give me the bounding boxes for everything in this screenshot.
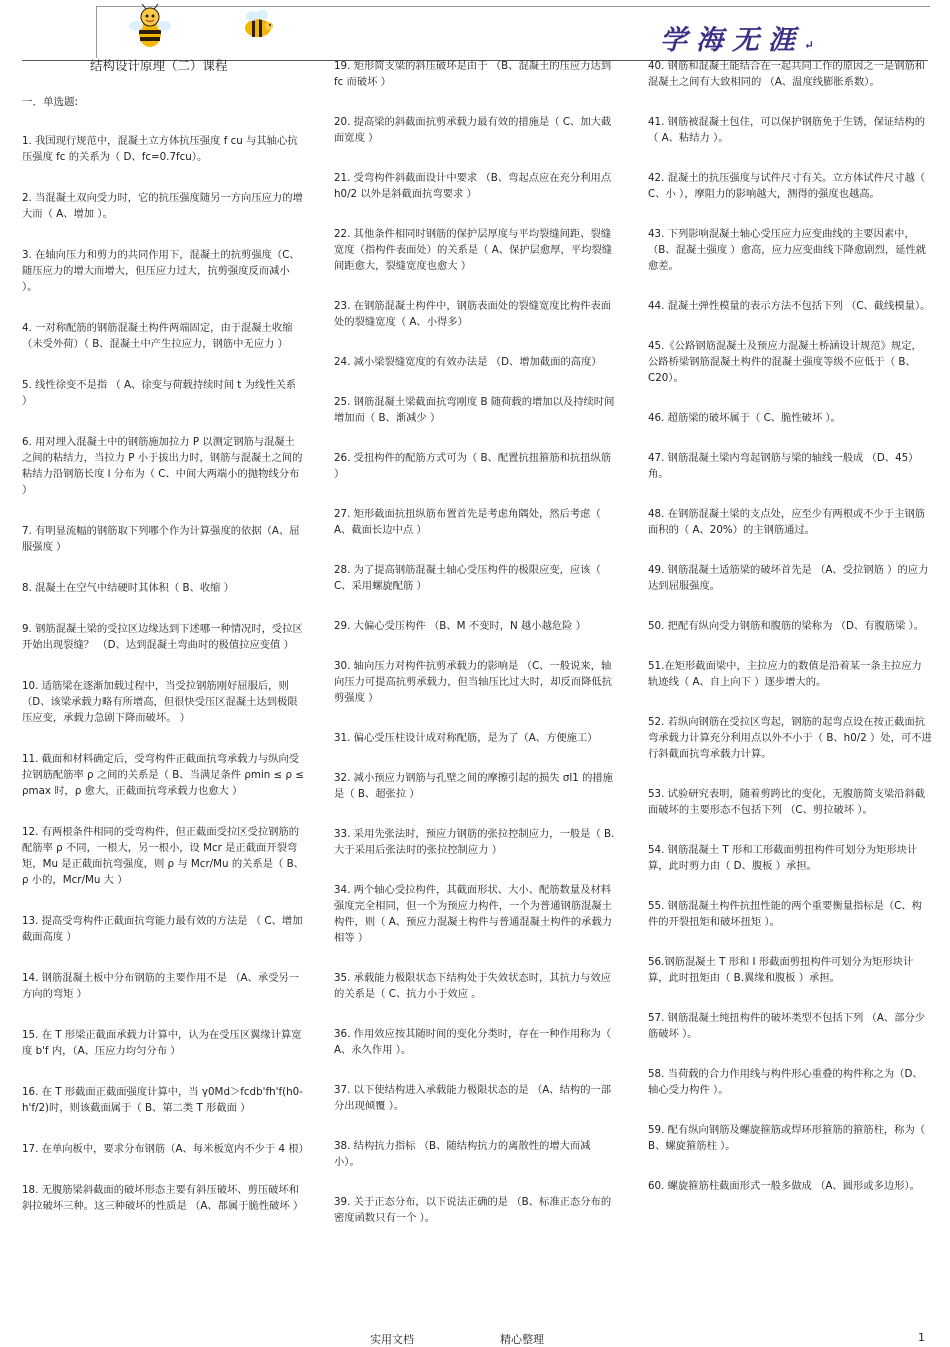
- question-item: 16. 在 T 形截面正截面强度计算中，当 γ0Md＞fcdb'fh'f(h0-h'f/2)时，则该截面属于（ B、第二类 T 形截面 ）: [22, 1086, 303, 1114]
- header-rule-vertical: [96, 6, 97, 58]
- page-number: 1: [918, 1331, 925, 1344]
- column-left: [22, 58, 309, 1239]
- course-title: 结构设计原理（二）课程: [90, 58, 228, 73]
- bee-mascot-icon: [128, 4, 172, 50]
- question-item: 45.《公路钢筋混凝土及预应力混凝土桥涵设计规范》规定，公路桥梁钢筋混凝土构件的混凝土强度等级不应低于（ B、C20）。: [648, 340, 922, 384]
- question-item: 24. 减小梁裂缝宽度的有效办法是 （D、增加截面的高度）: [334, 356, 602, 368]
- question-item: 44. 混凝土弹性模量的表示方法不包括下列 （C、截线模量）。: [648, 300, 931, 312]
- logo-mark: ↵: [804, 38, 815, 52]
- question-item: 28. 为了提高钢筋混凝土轴心受压构件的极限应变，应该（ C、采用螺旋配筋 ）: [334, 564, 601, 592]
- question-item: 47. 钢筋混凝土梁内弯起钢筋与梁的轴线一般成 （D、45）角。: [648, 452, 919, 480]
- question-item: 23. 在钢筋混凝土构件中，钢筋表面处的裂缝宽度比构件表面处的裂缝宽度（ A、小得多）: [334, 300, 612, 328]
- question-item: 49. 钢筋混凝土适筋梁的破坏首先是 （A、受拉钢筋 ）的应力达到屈服强度。: [648, 564, 929, 592]
- question-item: 34. 两个轴心受拉构件，其截面形状、大小、配筋数量及材料强度完全相同，但一个为预应力构件，一个为普通钢筋混凝土构件，则（ A、预应力混凝土构件与普通混凝土构件的承载力相等 ）: [334, 884, 613, 944]
- footer-left-text: 实用文档: [370, 1333, 414, 1346]
- question-item: 36. 作用效应按其随时间的变化分类时，存在一种作用称为（ A、永久作用 ）。: [334, 1028, 612, 1056]
- question-item: 6. 用对埋入混凝土中的钢筋施加拉力 P 以测定钢筋与混凝土之间的粘结力，当拉力 P 小于拔出力时，钢筋与混凝土之间的粘结力沿钢筋长度 l 分布为（ C、中间大两端小的抛物线分布 ）: [22, 436, 303, 496]
- question-item: 39. 关于正态分布，以下说法正确的是 （B、标准正态分布的密度函数只有一个 ）。: [334, 1196, 612, 1224]
- question-item: 42. 混凝土的抗压强度与试件尺寸有关。立方体试件尺寸越（ C、小 ），摩阻力的影响越大，测得的强度也越高。: [648, 172, 926, 200]
- column-middle: [334, 58, 616, 1250]
- question-item: 38. 结构抗力指标 （B、随结构抗力的离散性的增大而减小）。: [334, 1140, 591, 1168]
- question-item: 25. 钢筋混凝土梁截面抗弯刚度 B 随荷载的增加以及持续时间增加而（ B、渐减少 ）: [334, 396, 615, 424]
- logo-text: 学海无涯: [660, 25, 804, 56]
- question-item: 14. 钢筋混凝土板中分布钢筋的主要作用不是 （A、承受另一方向的弯矩 ）: [22, 972, 300, 1000]
- question-item: 30. 轴向压力对构件抗剪承载力的影响是 （C、一般说来，轴向压力可提高抗剪承载力，但当轴压比过大时，却反而降低抗剪强度 ）: [334, 660, 613, 704]
- question-item: 51.在矩形截面梁中，主拉应力的数值是沿着某一条主拉应力轨迹线（ A、自上向下 ）逐步增大的。: [648, 660, 922, 688]
- question-item: 17. 在单向板中，要求分布钢筋（A、每米板宽内不少于 4 根）: [22, 1143, 309, 1155]
- question-item: 2. 当混凝土双向受力时，它的抗压强度随另一方向压应力的增大而（ A、增加 ）。: [22, 192, 303, 220]
- question-item: 46. 超筋梁的破坏属于（ C、脆性破坏 ）。: [648, 412, 841, 424]
- question-item: 29. 大偏心受压构件 （B、M 不变时，N 越小越危险 ）: [334, 620, 587, 632]
- flying-bee-icon: [238, 8, 278, 42]
- question-item: 8. 混凝土在空气中结硬时其体积（ B、收缩 ）: [22, 582, 235, 594]
- section-title: 一．单选题:: [22, 96, 79, 108]
- question-item: 22. 其他条件相同时钢筋的保护层厚度与平均裂缝间距、裂缝宽度（指构件表面处）的关系是（ A、保护层愈厚，平均裂缝间距愈大，裂缝宽度也愈大 ）: [334, 228, 613, 272]
- question-item: 37. 以下使结构进入承载能力极限状态的是 （A、结构的一部分出现倾覆 ）。: [334, 1084, 612, 1112]
- question-item: 7. 有明显流幅的钢筋取下列哪个作为计算强度的依据（A、屈服强度 ）: [22, 525, 300, 553]
- question-item: 57. 钢筋混凝土纯扭构件的破坏类型不包括下列 （A、部分少筋破坏 ）。: [648, 1012, 926, 1040]
- question-item: 59. 配有纵向钢筋及螺旋箍筋或焊环形箍筋的箍筋柱，称为（ B、螺旋箍筋柱 ）。: [648, 1124, 926, 1152]
- question-item: 41. 钢筋被混凝土包住，可以保护钢筋免于生锈，保证结构的（ A、粘结力 ）。: [648, 116, 926, 144]
- question-item: 35. 承载能力极限状态下结构处于失效状态时，其抗力与效应的关系是（ C、抗力小于效应 。: [334, 972, 612, 1000]
- question-item: 1. 我国现行规范中，混凝土立方体抗压强度 f cu 与其轴心抗压强度 fc 的关系为（ D、fc=0.7fcu）。: [22, 135, 298, 163]
- question-item: 15. 在 T 形梁正截面承载力计算中，认为在受压区翼缘计算宽度 b'f 内，（A、压应力均匀分布 ）: [22, 1029, 302, 1057]
- question-item: 40. 钢筋和混凝土能结合在一起共同工作的原因之一是钢筋和混凝土之间有大致相同的 （A、温度线膨胀系数）。: [648, 60, 926, 88]
- question-item: 56.钢筋混凝土 T 形和 I 形截面剪扭构件可划分为矩形块计算，此时扭矩由（ B.翼缘和腹板 ）承担。: [648, 956, 914, 984]
- question-item: 3. 在轴向压力和剪力的共同作用下，混凝土的抗剪强度（C、随压应力的增大而增大，但压应力过大，抗剪强度反而减小 ）。: [22, 249, 300, 293]
- question-item: 54. 钢筋混凝土 T 形和工形截面剪扭构件可划分为矩形块计算，此时剪力由（ D、腹板 ）承担。: [648, 844, 918, 872]
- question-item: 31. 偏心受压柱设计成对称配筋，是为了（A、方便施工）: [334, 732, 598, 744]
- question-item: 58. 当荷载的合力作用线与构件形心重叠的构件称之为（D、轴心受力构件 ）。: [648, 1068, 923, 1096]
- column-right: [648, 58, 932, 1218]
- question-item: 9. 钢筋混凝土梁的受拉区边缘达到下述哪一种情况时，受拉区开始出现裂缝？ （D、达到混凝土弯曲时的极值拉应变值 ）: [22, 623, 303, 651]
- question-item: 4. 一对称配筋的钢筋混凝土构件两端固定，由于混凝土收缩（未受外荷）（ B、混凝土中产生拉应力，钢筋中无应力 ）: [22, 322, 293, 350]
- question-item: 33. 采用先张法时，预应力钢筋的张拉控制应力，一般是（ B. 大于采用后张法时的张拉控制应力 ）: [334, 828, 615, 856]
- question-item: 48. 在钢筋混凝土梁的支点处，应至少有两根或不少于主钢筋面积的（ A、20%）的主钢筋通过。: [648, 508, 926, 536]
- question-item: 52. 若纵向钢筋在受拉区弯起，钢筋的起弯点设在按正截面抗弯承载力计算充分利用点以外不小于（ B、h0/2 ）处，可不进行斜截面抗弯承载力计算。: [648, 716, 932, 760]
- question-item: 50. 把配有纵向受力钢筋和腹筋的梁称为 （D、有腹筋梁 ）。: [648, 620, 925, 632]
- question-item: 60. 螺旋箍筋柱截面形式一般多做成 （A、圆形或多边形）。: [648, 1180, 920, 1192]
- question-item: 26. 受扭构件的配筋方式可为（ B、配置抗扭箍筋和抗扭纵筋 ）: [334, 452, 612, 480]
- page-footer: [0, 1331, 950, 1347]
- question-item: 19. 矩形简支梁的斜压破坏是由于 （B、混凝土的压应力达到 fc 而破坏 ）: [334, 60, 612, 88]
- question-item: 55. 钢筋混凝土构件抗扭性能的两个重要衡量指标是（C、构件的开裂扭矩和破坏扭矩 ）。: [648, 900, 922, 928]
- question-item: 10. 适筋梁在逐渐加载过程中，当受拉钢筋刚好屈服后，则（D、该梁承载力略有所增高，但很快受压区混凝土达到极限压应变，承载力急剧下降而破坏。 ）: [22, 680, 298, 724]
- question-item: 43. 下列影响混凝土轴心受压应力应变曲线的主要因素中，（B、混凝土强度 ）愈高，应力应变曲线下降愈剧烈，延性就愈差。: [648, 228, 927, 272]
- header-rule-top: [96, 6, 930, 7]
- question-item: 27. 矩形截面抗扭纵筋布置首先是考虑角隅处，然后考虑（ A、截面长边中点 ）: [334, 508, 601, 536]
- question-item: 53. 试验研究表明，随着剪跨比的变化，无腹筋简支梁沿斜截面破坏的主要形态不包括下列 （C、剪拉破坏 ）。: [648, 788, 926, 816]
- question-item: 20. 提高梁的斜截面抗剪承载力最有效的措施是（ C、加大截面宽度 ）: [334, 116, 612, 144]
- question-item: 21. 受弯构件斜截面设计中要求 （B、弯起点应在充分利用点 h0/2 以外是斜截面抗弯要求 ）: [334, 172, 612, 200]
- question-item: 32. 减小预应力钢筋与孔壁之间的摩擦引起的损失 σl1 的措施是（ B、超张拉 ）: [334, 772, 613, 800]
- page-header: [0, 0, 950, 62]
- question-item: 18. 无腹筋梁斜截面的破坏形态主要有斜压破坏、剪压破坏和斜拉破坏三种。这三种破坏的性质是 （A、都属于脆性破坏 ）: [22, 1184, 304, 1212]
- question-item: 13. 提高受弯构件正截面抗弯能力最有效的方法是 （ C、增加截面高度 ）: [22, 915, 303, 943]
- header-logo: [660, 18, 814, 57]
- question-item: 12. 有两根条件相同的受弯构件，但正截面受拉区受拉钢筋的配筋率 ρ 不同，一根大，另一根小，设 Mcr 是正截面开裂弯矩，Mu 是正截面抗弯强度，则 ρ 与 Mcr/Mu 的关系是（ B、ρ 小的，Mcr/Mu 大 ）: [22, 826, 304, 886]
- footer-middle-text: 精心整理: [500, 1333, 544, 1346]
- question-item: 5. 线性徐变不是指 （ A、徐变与荷载持续时间 t 为线性关系 ）: [22, 379, 297, 407]
- question-item: 11. 截面和材料确定后，受弯构件正截面抗弯承载力与纵向受拉钢筋配筋率 ρ 之间的关系是（ B、当满足条件 ρmin ≤ ρ ≤ ρmax 时，ρ 愈大，正截面抗弯承载力也愈大 ）: [22, 753, 304, 797]
